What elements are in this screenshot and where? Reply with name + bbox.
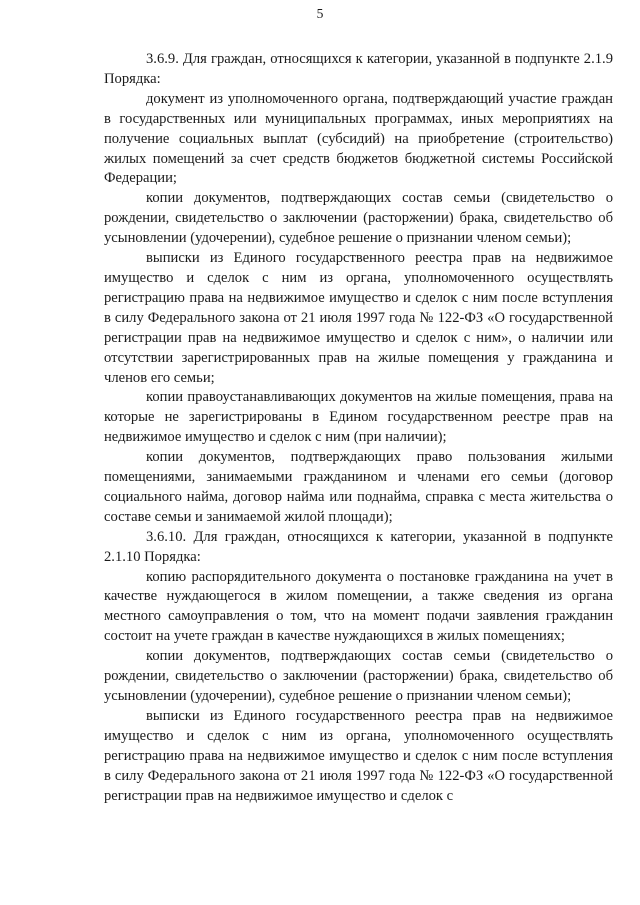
list-item: копии документов, подтверждающих право пользования жилыми помещениями, занимаемыми гражданином и членами его семьи (договор социального найма, договор найма или поднайма, справка с места жительства о составе семьи и занимаемой жилой площади); [104, 449, 613, 525]
list-item: копии правоустанавливающих документов на жилые помещения, права на которые не зарегистрированы в Едином государственном реестре прав на недвижимое имущество и сделок с ним (при наличии); [104, 389, 613, 446]
list-item: копию распорядительного документа о постановке гражданина на учет в качестве нуждающегося в жилом помещении, а также сведения из органа местного самоуправления о том, что на момент подачи заявления гражданин состоит на учете граждан в качестве нуждающихся в жилых помещениях; [104, 568, 613, 645]
clause-3-6-10-heading: 3.6.10. Для граждан, относящихся к категории, указанной в подпункте 2.1.10 Порядка: [104, 528, 613, 565]
document-body [104, 50, 613, 806]
list-item: копии документов, подтверждающих состав семьи (свидетельство о рождении, свидетельство о заключении (расторжении) брака, свидетельство об усыновлении (удочерении), судебное решение о признании членом семьи); [104, 648, 613, 704]
page-number: 5 [316, 6, 324, 21]
list-item: выписки из Единого государственного реестра прав на недвижимое имущество и сделок с ним из органа, уполномоченного осуществлять регистрацию права на недвижимое имущество и сделок с ним после вступления в силу Федерального закона от 21 июля 1997 года № 122-ФЗ «О государственной регистрации прав на недвижимое имущество и сделок с [104, 707, 613, 804]
clause-3-6-9-heading: 3.6.9. Для граждан, относящихся к категории, указанной в подпункте 2.1.9 Порядка: [104, 51, 613, 87]
list-item: документ из уполномоченного органа, подтверждающий участие граждан в государственных или муниципальных программах, иных мероприятиях на получение социальных выплат (субсидий) на приобретение (строительство) жилых помещений за счет средств бюджетов бюджетной системы Российской Федерации; [104, 90, 613, 187]
list-item: выписки из Единого государственного реестра прав на недвижимое имущество и сделок с ним из органа, уполномоченного осуществлять регистрацию права на недвижимое имущество и сделок с ним после вступления в силу Федерального закона от 21 июля 1997 года № 122-ФЗ «О государственной регистрации прав на недвижимое имущество и сделок с ним», о наличии или отсутствии зарегистрированных прав на жилые помещения у гражданина и членов его семьи; [104, 250, 613, 386]
list-item: копии документов, подтверждающих состав семьи (свидетельство о рождении, свидетельство о заключении (расторжении) брака, свидетельство об усыновлении (удочерении), судебное решение о признании членом семьи); [104, 190, 613, 247]
